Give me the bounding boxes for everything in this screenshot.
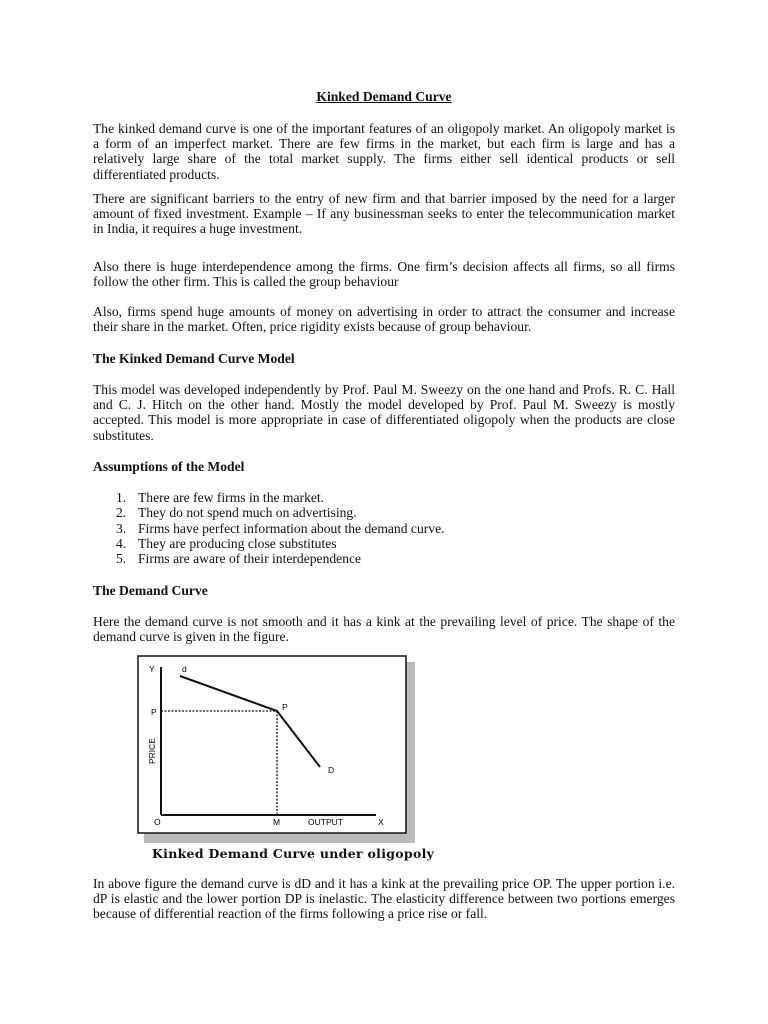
list-text: There are few firms in the market. [138, 490, 325, 505]
kink-p-label: P [282, 702, 288, 712]
paragraph: Also, firms spend huge amounts of money on advertising in order to attract the consumer and increase their share in the market. Often, price rigidity exists because of group behaviour. [93, 304, 675, 335]
paragraph: Also there is huge interdependence among the firms. One firm’s decision affects all firms, so all firms follow the other firm. This is called the group behaviour [93, 259, 675, 290]
list-text: They do not spend much on advertising. [138, 505, 357, 521]
list-number: 3. [116, 520, 127, 536]
kinked-demand-figure [136, 654, 416, 844]
list-text: Firms have perfect information about the demand curve. [138, 520, 445, 536]
figure-caption: Kinked Demand Curve under oligopoly [152, 846, 435, 861]
big-d-label: D [328, 765, 335, 775]
section-heading: The Demand Curve [93, 583, 208, 598]
x-label: X [378, 817, 384, 827]
paragraph: Here the demand curve is not smooth and it has a kink at the prevailing level of price. The shape of the demand curve is given in the figure. [93, 614, 675, 645]
list-number: 4. [116, 535, 127, 551]
page-title: Kinked Demand Curve [316, 89, 452, 104]
output-label: OUTPUT [308, 817, 343, 827]
list-item [116, 490, 445, 505]
section-heading: The Kinked Demand Curve Model [93, 351, 295, 366]
paragraph: There are significant barriers to the entry of new firm and that barrier imposed by the need for a larger amount of fixed investment. Example – If any businessman seeks to enter the telecommunication market in India, it requires a huge investment. [93, 191, 675, 237]
paragraph: The kinked demand curve is one of the important features of an oligopoly market. An oligopoly market is a form of an imperfect market. There are few firms in the market, but each firm is large and has a relatively large share of the total market supply. The firms either sell identical products or sell differentiated products. [93, 121, 675, 182]
list-number: 2. [116, 505, 127, 521]
list-text: Firms are aware of their interdependence [138, 551, 362, 567]
y-label: Y [149, 664, 155, 674]
figure-frame [138, 656, 406, 833]
price-label: PRICE [147, 738, 157, 764]
list-text: They are producing close substitutes [138, 535, 337, 551]
list-item [116, 521, 445, 536]
section-heading: Assumptions of the Model [93, 459, 245, 474]
d-label: d [182, 664, 187, 674]
list-item [116, 551, 445, 566]
m-label: M [273, 817, 281, 827]
paragraph: In above figure the demand curve is dD and it has a kink at the prevailing price OP. The upper portion i.e. dP is elastic and the lower portion DP is inelastic. The elasticity difference between two portions emerges because of differential reaction of the firms following a price rise or fall. [93, 876, 675, 922]
list-number: 5. [116, 551, 127, 567]
price-p-label: P [151, 707, 157, 717]
list-item [116, 505, 445, 520]
list-item [116, 536, 445, 551]
paragraph: This model was developed independently by Prof. Paul M. Sweezy on the one hand and Profs. R. C. Hall and C. J. Hitch on the other hand. Mostly the model developed by Prof. Paul M. Sweezy is mostly accepted. This model is more appropriate in case of differentiated oligopoly when the products are close substitutes. [93, 382, 675, 443]
assumptions-list [116, 490, 445, 566]
origin-label: O [154, 817, 161, 827]
list-number: 1. [116, 490, 127, 505]
